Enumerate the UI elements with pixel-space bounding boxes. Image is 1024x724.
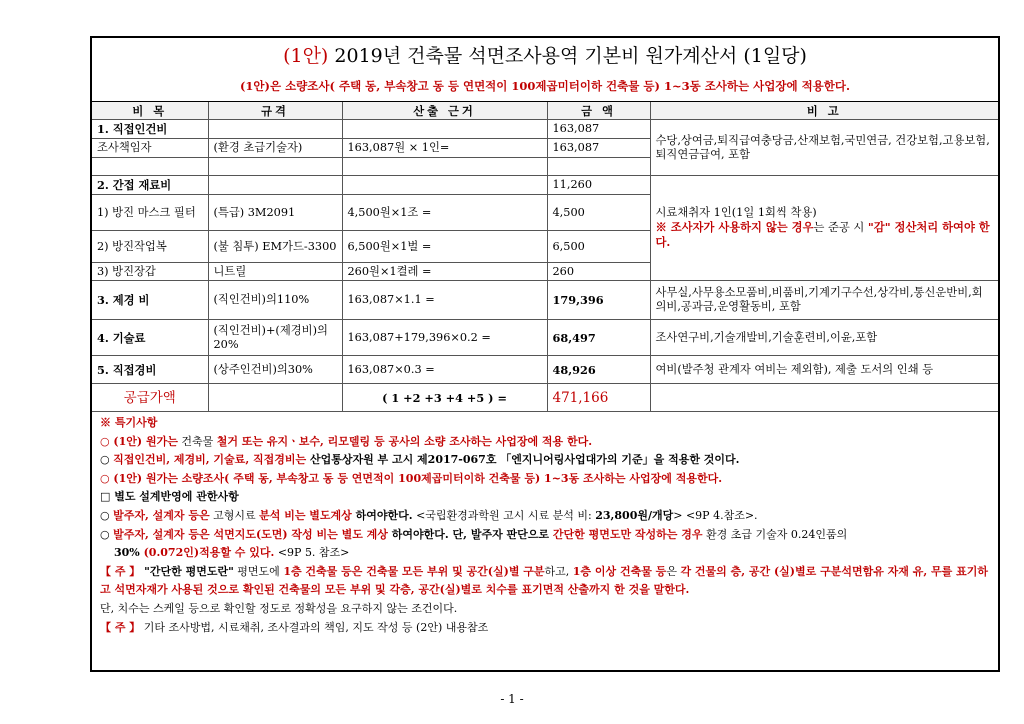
amount-cell: 163,087 (547, 139, 650, 158)
amount-cell: 163,087 (547, 120, 650, 139)
note-line: ○ (1안) 원가는 건축물 철거 또는 유지ㆍ보수, 리모델링 등 공사의 소량 조사하는 사업장에 적용 한다. (100, 434, 593, 448)
page-number: - 1 - (500, 692, 524, 706)
amount-cell: 11,260 (547, 176, 650, 195)
note-line: ○ 발주자, 설계자 등은 석면지도(도면) 작성 비는 별도 계상 하여야한다. 단, 발주자 판단으로 간단한 평면도만 작성하는 경우 환경 초급 기술자 0.24인품의 (100, 527, 848, 541)
item-cell: 5. 직접경비 (92, 356, 208, 384)
note-cell: 시료채취자 1인(1일 1회씩 착용) ※ 조사자가 사용하지 않는 경우는 준공 시 "감" 정산처리 하여야 한다. (650, 176, 998, 281)
notes-section (92, 412, 998, 639)
header-note: 비 고 (650, 102, 998, 120)
note-cell: 수당,상여금,퇴직급여충당금,산재보험,국민연금, 건강보험,고용보험,퇴직연금급여, 포함 (650, 120, 998, 176)
note-line: 단, 치수는 스케일 등으로 확인할 정도로 정확성을 요구하지 않는 조건이다. (100, 601, 458, 615)
amount-cell: 68,497 (547, 320, 650, 356)
page-title (92, 38, 998, 71)
spec-cell: (특급) 3M2091 (208, 195, 342, 231)
amount-cell: 6,500 (547, 231, 650, 263)
amount-cell: 179,396 (547, 281, 650, 320)
item-cell: 1. 직접인건비 (92, 120, 208, 139)
special-title: ※ 특기사항 (100, 416, 158, 429)
title-main: 2019년 건축물 석면조사용역 기본비 원가계산서 (1일당) (334, 45, 807, 67)
separate-title: □ 별도 설계반영에 관한사항 (100, 490, 239, 504)
spec-cell: (상주인건비)의30% (208, 356, 342, 384)
header-spec: 규격 (208, 102, 342, 120)
supply-basis: ( 1 +2 +3 +4 +5 ) = (342, 384, 547, 412)
basis-cell: 260원×1켤레 = (342, 263, 547, 281)
item-cell: 3. 제경 비 (92, 281, 208, 320)
header-basis: 산출 근거 (342, 102, 547, 120)
cost-table (92, 102, 998, 412)
basis-cell: 163,087×0.3 = (342, 356, 547, 384)
item-cell: 2) 방진작업복 (92, 231, 208, 263)
note-line: 30% (0.072인)적용할 수 있다. <9P 5. 참조> (114, 546, 350, 560)
table-row (92, 356, 998, 384)
header-amount: 금 액 (547, 102, 650, 120)
basis-cell: 163,087원 × 1인= (342, 139, 547, 158)
note-remark: 【 주 】 "간단한 평면도란" 평면도에 1층 건축물 등은 건축물 모든 부위 및 공간(실)별 구분하고, 1층 이상 건축물 등은 각 건물의 층, 공간 (실)별로 구분석면함유 자재 유, 무를 표기하고 석면자재가 사용된 것으로 확인된 건축물의 모든 부위 및 각층, 공간(실)별로 치수를 표기면적 산출까지 한 것을 말한다. (100, 564, 988, 597)
note-remark: 【 주 】 기타 조사방법, 시료채취, 조사결과의 책임, 지도 작성 등 (2안) 내용참조 (100, 620, 489, 634)
item-cell: 1) 방진 마스크 필터 (92, 195, 208, 231)
note-line: ○ 발주자, 설계자 등은 고형시료 분석 비는 별도계상 하여야한다. <국립환경과학원 고시 시료 분석 비: 23,800원/개당> <9P 4.참조>. (100, 508, 758, 522)
spec-cell: (직인건비)의110% (208, 281, 342, 320)
subtitle: (1안)은 소량조사( 주택 동, 부속창고 동 등 연면적이 100제곱미터이하 건축물 등) 1~3동 조사하는 사업장에 적용한다. (92, 71, 998, 102)
item-cell: 4. 기술료 (92, 320, 208, 356)
amount-cell: 48,926 (547, 356, 650, 384)
table-row-total (92, 384, 998, 412)
table-row (92, 281, 998, 320)
basis-cell: 163,087×1.1 = (342, 281, 547, 320)
basis-cell: 163,087+179,396×0.2 = (342, 320, 547, 356)
spec-cell: (불 침투) EM가드-3300 (208, 231, 342, 263)
amount-cell: 260 (547, 263, 650, 281)
basis-cell: 4,500원×1조 = (342, 195, 547, 231)
note-cell: 조사연구비,기술개발비,기술훈련비,이윤,포함 (650, 320, 998, 356)
cost-sheet (90, 36, 1000, 672)
item-cell: 조사책임자 (92, 139, 208, 158)
header-item: 비 목 (92, 102, 208, 120)
table-row (92, 120, 998, 139)
spec-cell: (환경 초급기술자) (208, 139, 342, 158)
table-row (92, 176, 998, 195)
note-cell: 사무실,사무용소모품비,비품비,기계기구수선,상각비,통신운반비,회의비,공과금,운영활동비, 포함 (650, 281, 998, 320)
amount-cell: 4,500 (547, 195, 650, 231)
spec-cell: 니트릴 (208, 263, 342, 281)
table-header (92, 102, 998, 120)
basis-cell: 6,500원×1벌 = (342, 231, 547, 263)
spec-cell: (직인건비)+(제경비)의20% (208, 320, 342, 356)
title-prefix: (1안) (283, 45, 329, 67)
note-line: ○ (1안) 원가는 소량조사( 주택 동, 부속창고 동 등 연면적이 100제곱미터이하 건축물 등) 1~3동 조사하는 사업장에 적용한다. (100, 471, 723, 485)
supply-label: 공급가액 (92, 384, 208, 412)
note-line: ○ 직접인건비, 제경비, 기술료, 직접경비는 산업통상자원 부 고시 제2017-067호 「엔지니어링사업대가의 기준」을 적용한 것이다. (100, 453, 740, 467)
table-row (92, 320, 998, 356)
item-cell: 3) 방진장갑 (92, 263, 208, 281)
supply-amount: 471,166 (547, 384, 650, 412)
item-cell: 2. 간접 재료비 (92, 176, 208, 195)
note-cell: 여비(발주청 관계자 여비는 제외함), 제출 도서의 인쇄 등 (650, 356, 998, 384)
